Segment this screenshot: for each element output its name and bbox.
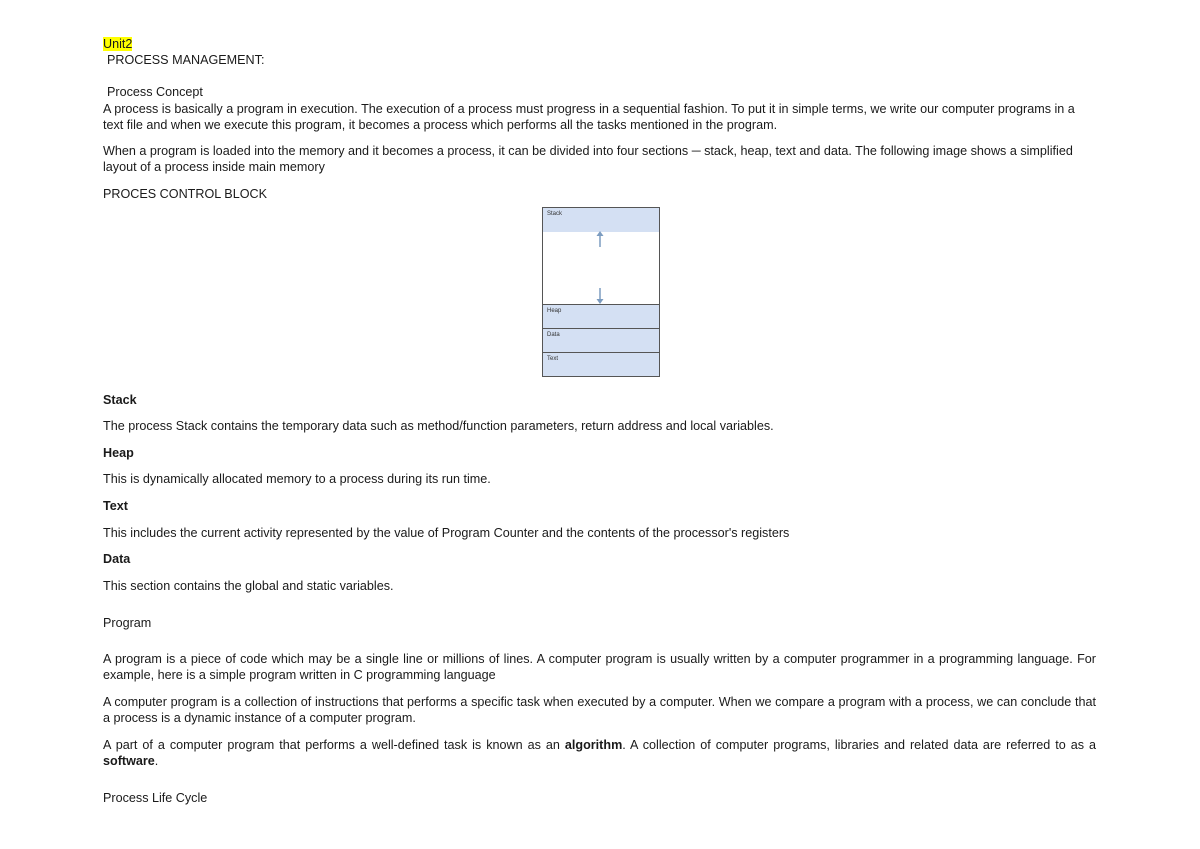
memory-layout-box [542, 207, 660, 377]
program-p3-text-e: . [154, 754, 159, 768]
lifecycle-heading: Process Life Cycle [103, 791, 208, 805]
page-title: PROCESS MANAGEMENT: [107, 53, 265, 67]
data-heading: Data [103, 552, 131, 566]
heap-heading: Heap [103, 446, 134, 460]
diagram-stack-segment: Stack [543, 208, 659, 232]
algorithm-bold-term: algorithm [564, 738, 623, 752]
data-description: This section contains the global and static variables. [103, 579, 394, 593]
software-bold-term: software [103, 754, 155, 768]
arrow-down-icon [595, 288, 605, 304]
text-description: This includes the current activity represented by the value of Program Counter and the contents of the processor's registers [103, 526, 790, 540]
arrow-up-icon [595, 231, 605, 247]
heap-description: This is dynamically allocated memory to a process during its run time. [103, 472, 491, 486]
program-heading: Program [103, 616, 152, 630]
program-p3-text-a: A part of a computer program that performs a well-defined task is known as an [103, 738, 565, 752]
process-memory-diagram [542, 207, 660, 377]
program-paragraph-2: A computer program is a collection of instructions that performs a specific task when executed by a computer. When we compare a program with a process, we can conclude that a process is a dynamic instance of a computer program. [103, 695, 1096, 725]
diagram-text-segment: Text [543, 352, 659, 376]
text-heading: Text [103, 499, 128, 513]
unit-highlight: Unit2 [103, 37, 133, 51]
diagram-data-segment: Data [543, 328, 659, 352]
stack-heading: Stack [103, 393, 137, 407]
pcb-label: PROCES CONTROL BLOCK [103, 187, 267, 201]
program-paragraph-3 [103, 737, 1096, 769]
diagram-heap-segment: Heap [543, 304, 659, 328]
concept-paragraph-1: A process is basically a program in execution. The execution of a process must progress in a sequential fashion. To put it in simple terms, we write our computer programs in a text file and when we execute this program, it becomes a process which performs all the tasks mentioned in the program. [103, 102, 1075, 132]
section-heading-process-concept: Process Concept [107, 85, 203, 99]
concept-paragraph-2: When a program is loaded into the memory and it becomes a process, it can be divided into four sections ─ stack, heap, text and data. The following image shows a simplified layout of a process inside main memory [103, 144, 1073, 174]
unit-label [103, 36, 132, 52]
program-p3-text-c: . A collection of computer programs, libraries and related data are referred to as a [622, 738, 1096, 752]
stack-description: The process Stack contains the temporary data such as method/function parameters, return address and local variables. [103, 419, 774, 433]
program-paragraph-1: A program is a piece of code which may be a single line or millions of lines. A computer program is usually written by a computer programmer in a programming language. For example, here is a simple program written in C programming language [103, 652, 1096, 682]
